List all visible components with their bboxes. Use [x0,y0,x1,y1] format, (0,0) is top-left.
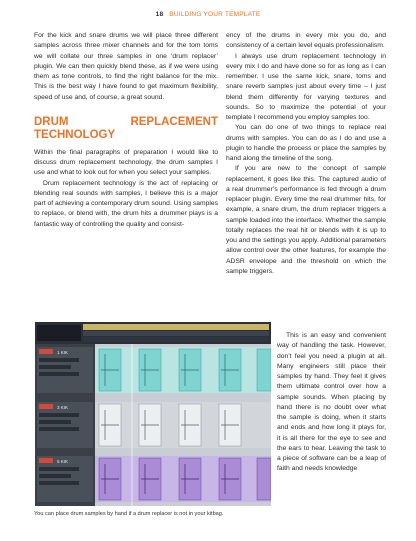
section-title: BUILDING YOUR TEMPLATE [169,11,261,18]
track-name: 1 KIK [57,350,69,355]
body-paragraph: I always use drum replacement technology in every mix I do and have done so for as long as I can remember. I use the same kick, snare, toms and snare reverb samples just about every time – I just blend them differently for varying textures and sounds. So to maximize the potential of your template I recommend you employ samples too. [226,52,386,121]
body-paragraph: You can do one of two things to replace real drums with samples. You can do as I do and use a plugin to handle the process or place the samples by hand along the timeline of the song. [226,124,386,162]
left-column [34,31,218,230]
track-header [37,347,93,393]
figure-caption: You can place drum samples by hand if a drum replacer is not in your kitbag. [34,511,224,517]
running-header [0,11,416,18]
body-paragraph: For the kick and snare drums we will place three different samples across three mixer channels and for the tom toms we will collate our three samples in one ‘drum replacer’ plugin. We can then quickly blend these, as if we were using them as tone controls, to find the right balance for the mix. This is the best way I have found to get maximum flexibility, speed of use and, of course, a great sound. [34,32,218,101]
body-paragraph: Within the final paragraphs of preparation I would like to discuss drum replacement technology, the drum samples I use and what to look out for when you select your samples. [34,148,218,177]
track-name: 3 KIK [57,405,69,410]
track-header [37,456,93,502]
track-name: 5 KIK [57,459,69,464]
track-header [37,402,93,448]
body-paragraph: This is an easy and convenient way of handling the task. However, don’t feel you need a plugin at all. Many engineers still place their samples by hand. They feel it gives them ultimate control over how a sample sounds. When placing by hand there is no doubt over what the sample is doing, when it starts and ends and how long it plays for, it is all there for the eye to see and the ears to hear. Leaving the task to a piece of software can be a leap of faith and needs knowledge [277,332,386,473]
page-number: 18 [155,11,164,18]
body-paragraph: Drum replacement technology is the act of replacing or blending real sounds with samples, I believe this is a major part of achieving a contemporary drum sound. Using samples to replace, or blend with, the drum hits a drummer plays is a fantastic way of controlling the quality and consist- [34,179,218,228]
body-paragraph: If you are new to the concept of sample replacement, it goes like this. The captured audio of a real drummer’s performance is fed through a drum replacer plugin. Every time the real drummer hits, for example, a snare drum, the drum replacer triggers a sample loaded into the interface. Whether the sample totally replaces the real hit or blends with it is up to you and the settings you apply. Additional parameters allow control over the other features, for example the ADSR envelope and the threshold on which the sample triggers. [226,165,386,275]
body-paragraph: ency of the drums in every mix you do, and consistency of a certain level equals professionalism. [226,32,386,50]
section-heading: DRUM REPLACEMENT TECHNOLOGY [34,115,218,141]
right-column-narrow [277,331,386,475]
right-column [226,31,386,277]
daw-screenshot [35,322,271,506]
daw-arrange-window [35,322,271,506]
